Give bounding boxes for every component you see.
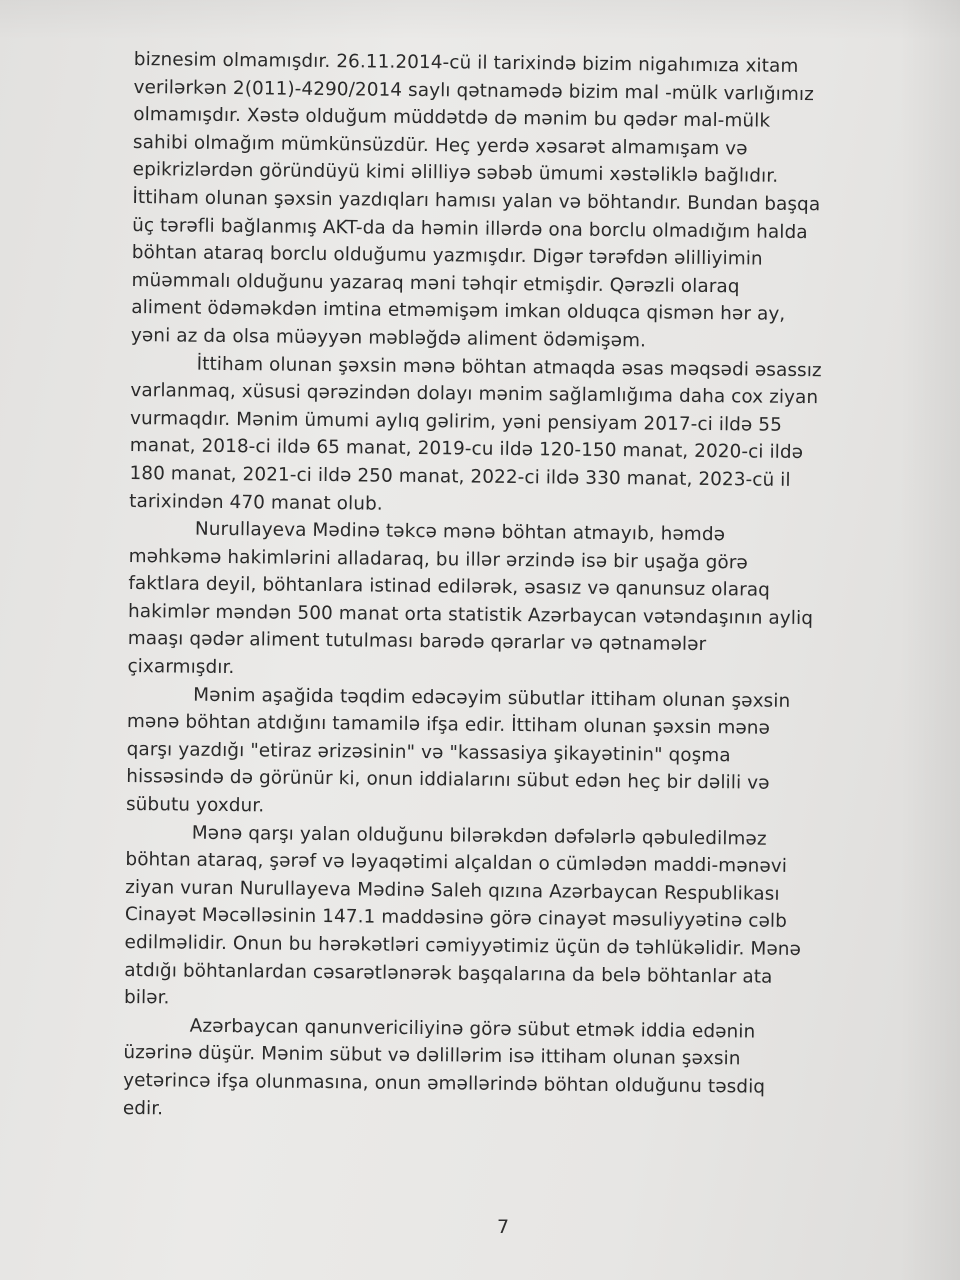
- text-line: vurmaqdır. Mənim ümumi aylıq gəlirim, yəni pensiyam 2017-ci ildə 55: [129, 407, 783, 436]
- text-line: verilərkən 2(011)-4290/2014 saylı qətnamədə bizim mal -mülk varlığımız: [133, 76, 815, 105]
- page-top-shadow: [0, 0, 960, 40]
- text-line: hissəsində də görünür ki, onun iddialarını sübut edən heç bir dəlili və: [126, 766, 770, 795]
- text-line: İttiham olunan şəxsin mənə böhtan atmaqda əsas məqsədi əsassız: [196, 353, 822, 381]
- text-line: ziyan vuran Nurullayeva Mədinə Saleh qızına Azərbaycan Respublikası: [125, 876, 780, 905]
- text-line: manat, 2018-ci ildə 65 manat, 2019-cu ildə 120-150 manat, 2020-ci ildə: [129, 435, 804, 464]
- text-line: sahibi olmağım mümkünsüzdür. Heç yerdə xəsarət almamışam və: [132, 131, 748, 160]
- text-line: mənə böhtan atdığını tamamilə ifşa edir. İttiham olunan şəxsin mənə: [126, 711, 771, 739]
- text-line: bilər.: [123, 987, 170, 1009]
- text-line: üzərinə düşür. Mənim sübut və dəlillərim isə ittiham olunan şəxsin: [123, 1042, 741, 1070]
- text-line: tarixindən 470 manat olub.: [129, 490, 383, 515]
- text-line: epikrizlərdən göründüyü kimi əlilliyə səbəb ümumi xəstəliklə bağlıdır.: [132, 159, 779, 188]
- text-line: biznesim olmamışdır. 26.11.2014-cü il tarixində bizim nigahımıza xitam: [133, 48, 799, 77]
- text-line: çixarmışdır.: [127, 656, 235, 679]
- text-line: sübutu yoxdur.: [125, 793, 265, 817]
- page-number: 7: [497, 1216, 510, 1238]
- text-line: üç tərəfli bağlanmış AKT-da da həmin illərdə ona borclu olmadığım halda: [132, 214, 808, 243]
- text-line: edir.: [122, 1097, 164, 1119]
- text-line: Azərbaycan qanunvericiliyinə görə sübut etmək iddia edənin: [189, 1015, 756, 1043]
- text-line: atdığı böhtanlardan cəsarətlənərək başqalarına da belə böhtanlar ata: [124, 959, 773, 988]
- text-line: yəni az da olsa müəyyən məbləğdə aliment ödəmişəm.: [130, 324, 647, 352]
- text-line: maaşı qədər aliment tutulması barədə qərarlar və qətnamələr: [127, 628, 707, 656]
- text-line: İttiham olunan şəxsin yazdıqları hamısı yalan və böhtandır. Bundan başqa: [132, 186, 821, 216]
- body-text: [123, 46, 864, 1130]
- text-line: hakimlər məndən 500 manat orta statistik Azərbaycan vətəndaşının ayliq: [127, 600, 814, 630]
- text-line: Cinayət Məcəlləsinin 147.1 maddəsinə görə cinayət məsuliyyətinə cəlb: [124, 904, 788, 933]
- text-line: müəmmalı olduğunu yazaraq məni təhqir etmişdir. Qərəzli olaraq: [131, 269, 740, 298]
- text-line: böhtan ataraq borclu olduğumu yazmışdır. Digər tərəfdən əlilliyimin: [131, 242, 763, 270]
- text-line: faktlara deyil, böhtanlara istinad edilərək, əsasız və qanunsuz olaraq: [128, 573, 771, 601]
- text-line: qarşı yazdığı "etiraz ərizəsinin" və "kassasiya şikayətinin" qoşma: [126, 738, 731, 767]
- text-line: yetərincə ifşa olunmasına, onun əməllərində böhtan olduğunu təsdiq: [123, 1069, 766, 1098]
- text-line: böhtan ataraq, şərəf və ləyaqətimi alçaldan o cümlədən maddi-mənəvi: [125, 849, 788, 878]
- text-line: Mənə qarşı yalan olduğunu bilərəkdən dəfələrlə qəbuledilməz: [191, 822, 767, 850]
- text-line: məhkəmə hakimlərini alladaraq, bu illər ərzində isə bir uşağa görə: [128, 545, 748, 574]
- text-line: aliment ödəməkdən imtina etməmişəm imkan olduqca qismən hər ay,: [131, 297, 786, 326]
- text-line: varlanmaq, xüsusi qərəzindən dolayı mənim sağlamlığıma daha cox ziyan: [130, 380, 819, 409]
- text-line: Nurullayeva Mədinə təkcə mənə böhtan atmayıb, həmdə: [194, 518, 726, 546]
- text-line: Mənim aşağida təqdim edəcəyim sübutlar ittiham olunan şəxsin: [193, 684, 791, 712]
- text-line: 180 manat, 2021-ci ildə 250 manat, 2022-ci ildə 330 manat, 2023-cü il: [129, 462, 791, 491]
- text-line: olmamışdır. Xəstə olduğum müddətdə də mənim bu qədər mal-mülk: [133, 104, 771, 132]
- page-edge-shadow: [900, 0, 960, 1280]
- text-line: edilməlidir. Onun bu hərəkətləri cəmiyyətimiz üçün də təhlükəlidir. Mənə: [124, 931, 802, 961]
